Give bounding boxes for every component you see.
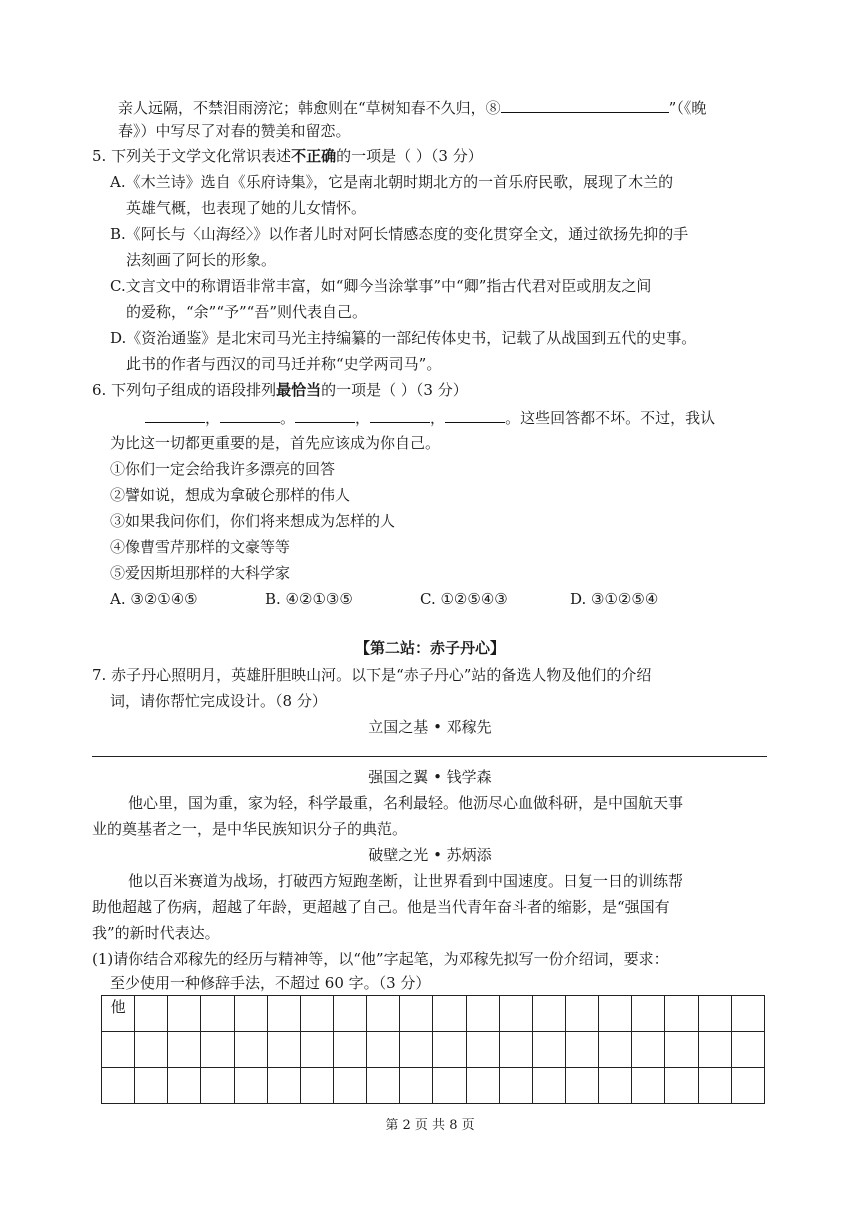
answer-grid-cell[interactable] xyxy=(267,996,300,1032)
answer-grid-cell[interactable] xyxy=(267,1032,300,1068)
person-2-text-2: 业的奠基者之一，是中华民族知识分子的典范。 xyxy=(92,820,408,838)
answer-grid-row xyxy=(102,1032,765,1068)
person-3-title: 破壁之光 • 苏炳添 xyxy=(368,846,492,864)
answer-grid-cell[interactable] xyxy=(168,1068,201,1104)
answer-grid-cell[interactable] xyxy=(499,1068,532,1104)
answer-grid-cell[interactable] xyxy=(234,1068,267,1104)
answer-grid-cell[interactable] xyxy=(433,996,466,1032)
answer-grid-cell[interactable] xyxy=(466,996,499,1032)
q5-option-c-cont: 的爱称，“余”“予”“吾”则代表自己。 xyxy=(126,303,368,321)
answer-grid-cell[interactable] xyxy=(367,1068,400,1104)
answer-grid-cell[interactable] xyxy=(665,996,698,1032)
answer-grid-cell[interactable] xyxy=(102,1032,135,1068)
answer-grid-cell[interactable] xyxy=(466,1032,499,1068)
answer-grid-cell[interactable] xyxy=(102,1068,135,1104)
person-2-title: 强国之翼 • 钱学森 xyxy=(368,768,492,786)
q6-passage-line-2: 为比这一切都更重要的是，首先应该成为你自己。 xyxy=(110,434,441,452)
q7-stem-cont: 词，请你帮忙完成设计。（8 分） xyxy=(110,692,327,710)
q6-option-c: C. ①②⑤④③ xyxy=(420,590,508,608)
answer-grid-cell[interactable] xyxy=(168,1032,201,1068)
answer-grid-cell[interactable] xyxy=(532,1068,565,1104)
answer-grid-cell[interactable] xyxy=(731,1068,764,1104)
q6-item-2: ②譬如说，想成为拿破仑那样的伟人 xyxy=(110,486,351,504)
answer-grid-cell[interactable] xyxy=(367,996,400,1032)
q6-item-1: ①你们一定会给我许多漂亮的回答 xyxy=(110,460,336,478)
answer-grid-cell[interactable] xyxy=(201,1032,234,1068)
answer-grid-cell[interactable] xyxy=(333,1068,366,1104)
answer-grid-cell[interactable] xyxy=(433,1068,466,1104)
answer-grid-cell[interactable] xyxy=(632,996,665,1032)
q6-blank-4[interactable] xyxy=(370,406,430,423)
q5-stem: 5. 下列关于文学文化常识表述不正确的一项是（ ）（3 分） xyxy=(92,147,483,165)
answer-grid-cell[interactable] xyxy=(565,1032,598,1068)
answer-grid-cell[interactable] xyxy=(632,1068,665,1104)
answer-grid-row xyxy=(102,996,765,1032)
q5-option-d: D.《资治通鉴》是北宋司马光主持编纂的一部纪传体史书，记载了从战国到五代的史事。 xyxy=(110,329,697,347)
answer-grid-cell[interactable] xyxy=(234,996,267,1032)
answer-grid-cell[interactable] xyxy=(499,996,532,1032)
answer-grid-cell[interactable] xyxy=(168,996,201,1032)
section-heading: 【第二站：赤子丹心】 xyxy=(354,639,505,657)
q6-option-d: D. ③①②⑤④ xyxy=(570,590,659,608)
answer-grid-cell[interactable] xyxy=(731,1032,764,1068)
answer-grid-cell[interactable] xyxy=(565,1068,598,1104)
q6-option-b: B. ④②①③⑤ xyxy=(265,590,353,608)
q5-option-b-cont: 法刻画了阿长的形象。 xyxy=(126,251,277,269)
answer-grid-cell[interactable] xyxy=(532,1032,565,1068)
page-number: 第 2 页 共 8 页 xyxy=(385,1118,475,1133)
q6-item-5: ⑤爱因斯坦那样的大科学家 xyxy=(110,564,291,582)
answer-grid-cell[interactable] xyxy=(400,1068,433,1104)
answer-grid-cell[interactable] xyxy=(300,1068,333,1104)
answer-grid-cell[interactable] xyxy=(333,1032,366,1068)
answer-grid-cell[interactable] xyxy=(499,1032,532,1068)
answer-grid-cell[interactable] xyxy=(698,996,731,1032)
answer-grid-cell[interactable] xyxy=(300,1032,333,1068)
q7-sub1: (1)请你结合邓稼先的经历与精神等，以“他”字起笔，为邓稼先拟写一份介绍词，要求： xyxy=(92,950,669,968)
answer-grid-cell[interactable] xyxy=(433,1032,466,1068)
q4-line-2: 春》）中写尽了对春的赞美和留恋。 xyxy=(118,122,351,140)
q5-option-c: C.文言文中的称谓语非常丰富，如“卿今当涂掌事”中“卿”指古代君对臣或朋友之间 xyxy=(110,277,652,295)
answer-grid-cell[interactable] xyxy=(400,1032,433,1068)
answer-grid-cell[interactable] xyxy=(698,1068,731,1104)
answer-grid[interactable] xyxy=(101,995,765,1104)
answer-grid-cell[interactable] xyxy=(466,1068,499,1104)
answer-grid-cell[interactable] xyxy=(599,996,632,1032)
answer-grid-cell[interactable] xyxy=(135,1068,168,1104)
q6-stem: 6. 下列句子组成的语段排列最恰当的一项是（ ）（3 分） xyxy=(92,381,468,399)
person-3-text-2: 助他超越了伤病，超越了年龄，更超越了自己。他是当代青年奋斗者的缩影，是“强国有 xyxy=(92,898,670,916)
answer-grid-cell[interactable] xyxy=(665,1032,698,1068)
q6-item-4: ④像曹雪芹那样的文豪等等 xyxy=(110,538,291,556)
answer-grid-cell[interactable] xyxy=(565,996,598,1032)
person-3-text-1: 他以百米赛道为战场，打破西方短跑垄断，让世界看到中国速度。日复一日的训练帮 xyxy=(128,872,684,890)
person-1-title: 立国之基 • 邓稼先 xyxy=(368,718,492,736)
person-3-text-3: 我”的新时代表达。 xyxy=(92,924,220,942)
answer-grid-cell[interactable] xyxy=(135,996,168,1032)
answer-grid-cell[interactable] xyxy=(599,1068,632,1104)
answer-grid-cell[interactable] xyxy=(532,996,565,1032)
answer-grid-cell[interactable] xyxy=(665,1068,698,1104)
answer-grid-cell[interactable] xyxy=(333,996,366,1032)
divider-line xyxy=(92,756,767,757)
q6-blank-2[interactable] xyxy=(220,406,280,423)
q5-option-d-cont: 此书的作者与西汉的司马迁并称“史学两司马”。 xyxy=(126,355,442,373)
answer-grid-cell[interactable] xyxy=(632,1032,665,1068)
q5-option-a: A.《木兰诗》选自《乐府诗集》，它是南北朝时期北方的一首乐府民歌，展现了木兰的 xyxy=(110,173,674,191)
answer-grid-cell[interactable] xyxy=(201,1068,234,1104)
q6-blank-5[interactable] xyxy=(445,406,505,423)
answer-grid-cell[interactable] xyxy=(698,1032,731,1068)
q6-passage-line-1: ， 。 ， ， 。这些回答都不坏。不过，我认 xyxy=(145,406,715,429)
q6-option-a: A. ③②①④⑤ xyxy=(110,590,198,608)
answer-grid-cell[interactable] xyxy=(234,1032,267,1068)
q6-blank-3[interactable] xyxy=(295,406,355,423)
answer-grid-cell[interactable] xyxy=(731,996,764,1032)
q4-line-1: 亲人远隔，不禁泪雨滂沱；韩愈则在“草树知春不久归，⑧ ”（《晚 xyxy=(118,96,706,119)
q7-sub1-cont: 至少使用一种修辞手法，不超过 60 字。（3 分） xyxy=(110,974,431,992)
answer-grid-cell[interactable] xyxy=(267,1068,300,1104)
q6-item-3: ③如果我问你们，你们将来想成为怎样的人 xyxy=(110,512,396,530)
answer-grid-cell[interactable]: 他 xyxy=(102,996,135,1032)
q5-option-b: B.《阿长与〈山海经〉》以作者儿时对阿长情感态度的变化贯穿全文，通过欲扬先抑的手 xyxy=(110,225,689,243)
answer-grid-cell[interactable] xyxy=(599,1032,632,1068)
q6-blank-1[interactable] xyxy=(145,406,205,423)
answer-grid-cell[interactable] xyxy=(400,996,433,1032)
q5-option-a-cont: 英雄气概，也表现了她的儿女情怀。 xyxy=(126,199,367,217)
answer-grid-cell[interactable] xyxy=(201,996,234,1032)
answer-blank-8[interactable] xyxy=(501,96,669,113)
q7-stem: 7. 赤子丹心照明月，英雄肝胆映山河。以下是“赤子丹心”站的备选人物及他们的介绍 xyxy=(92,666,652,684)
answer-grid-cell[interactable] xyxy=(135,1032,168,1068)
answer-grid-row xyxy=(102,1068,765,1104)
answer-grid-cell[interactable] xyxy=(367,1032,400,1068)
answer-grid-cell[interactable] xyxy=(300,996,333,1032)
person-2-text-1: 他心里，国为重，家为轻，科学最重，名利最轻。他沥尽心血做科研，是中国航天事 xyxy=(128,794,684,812)
